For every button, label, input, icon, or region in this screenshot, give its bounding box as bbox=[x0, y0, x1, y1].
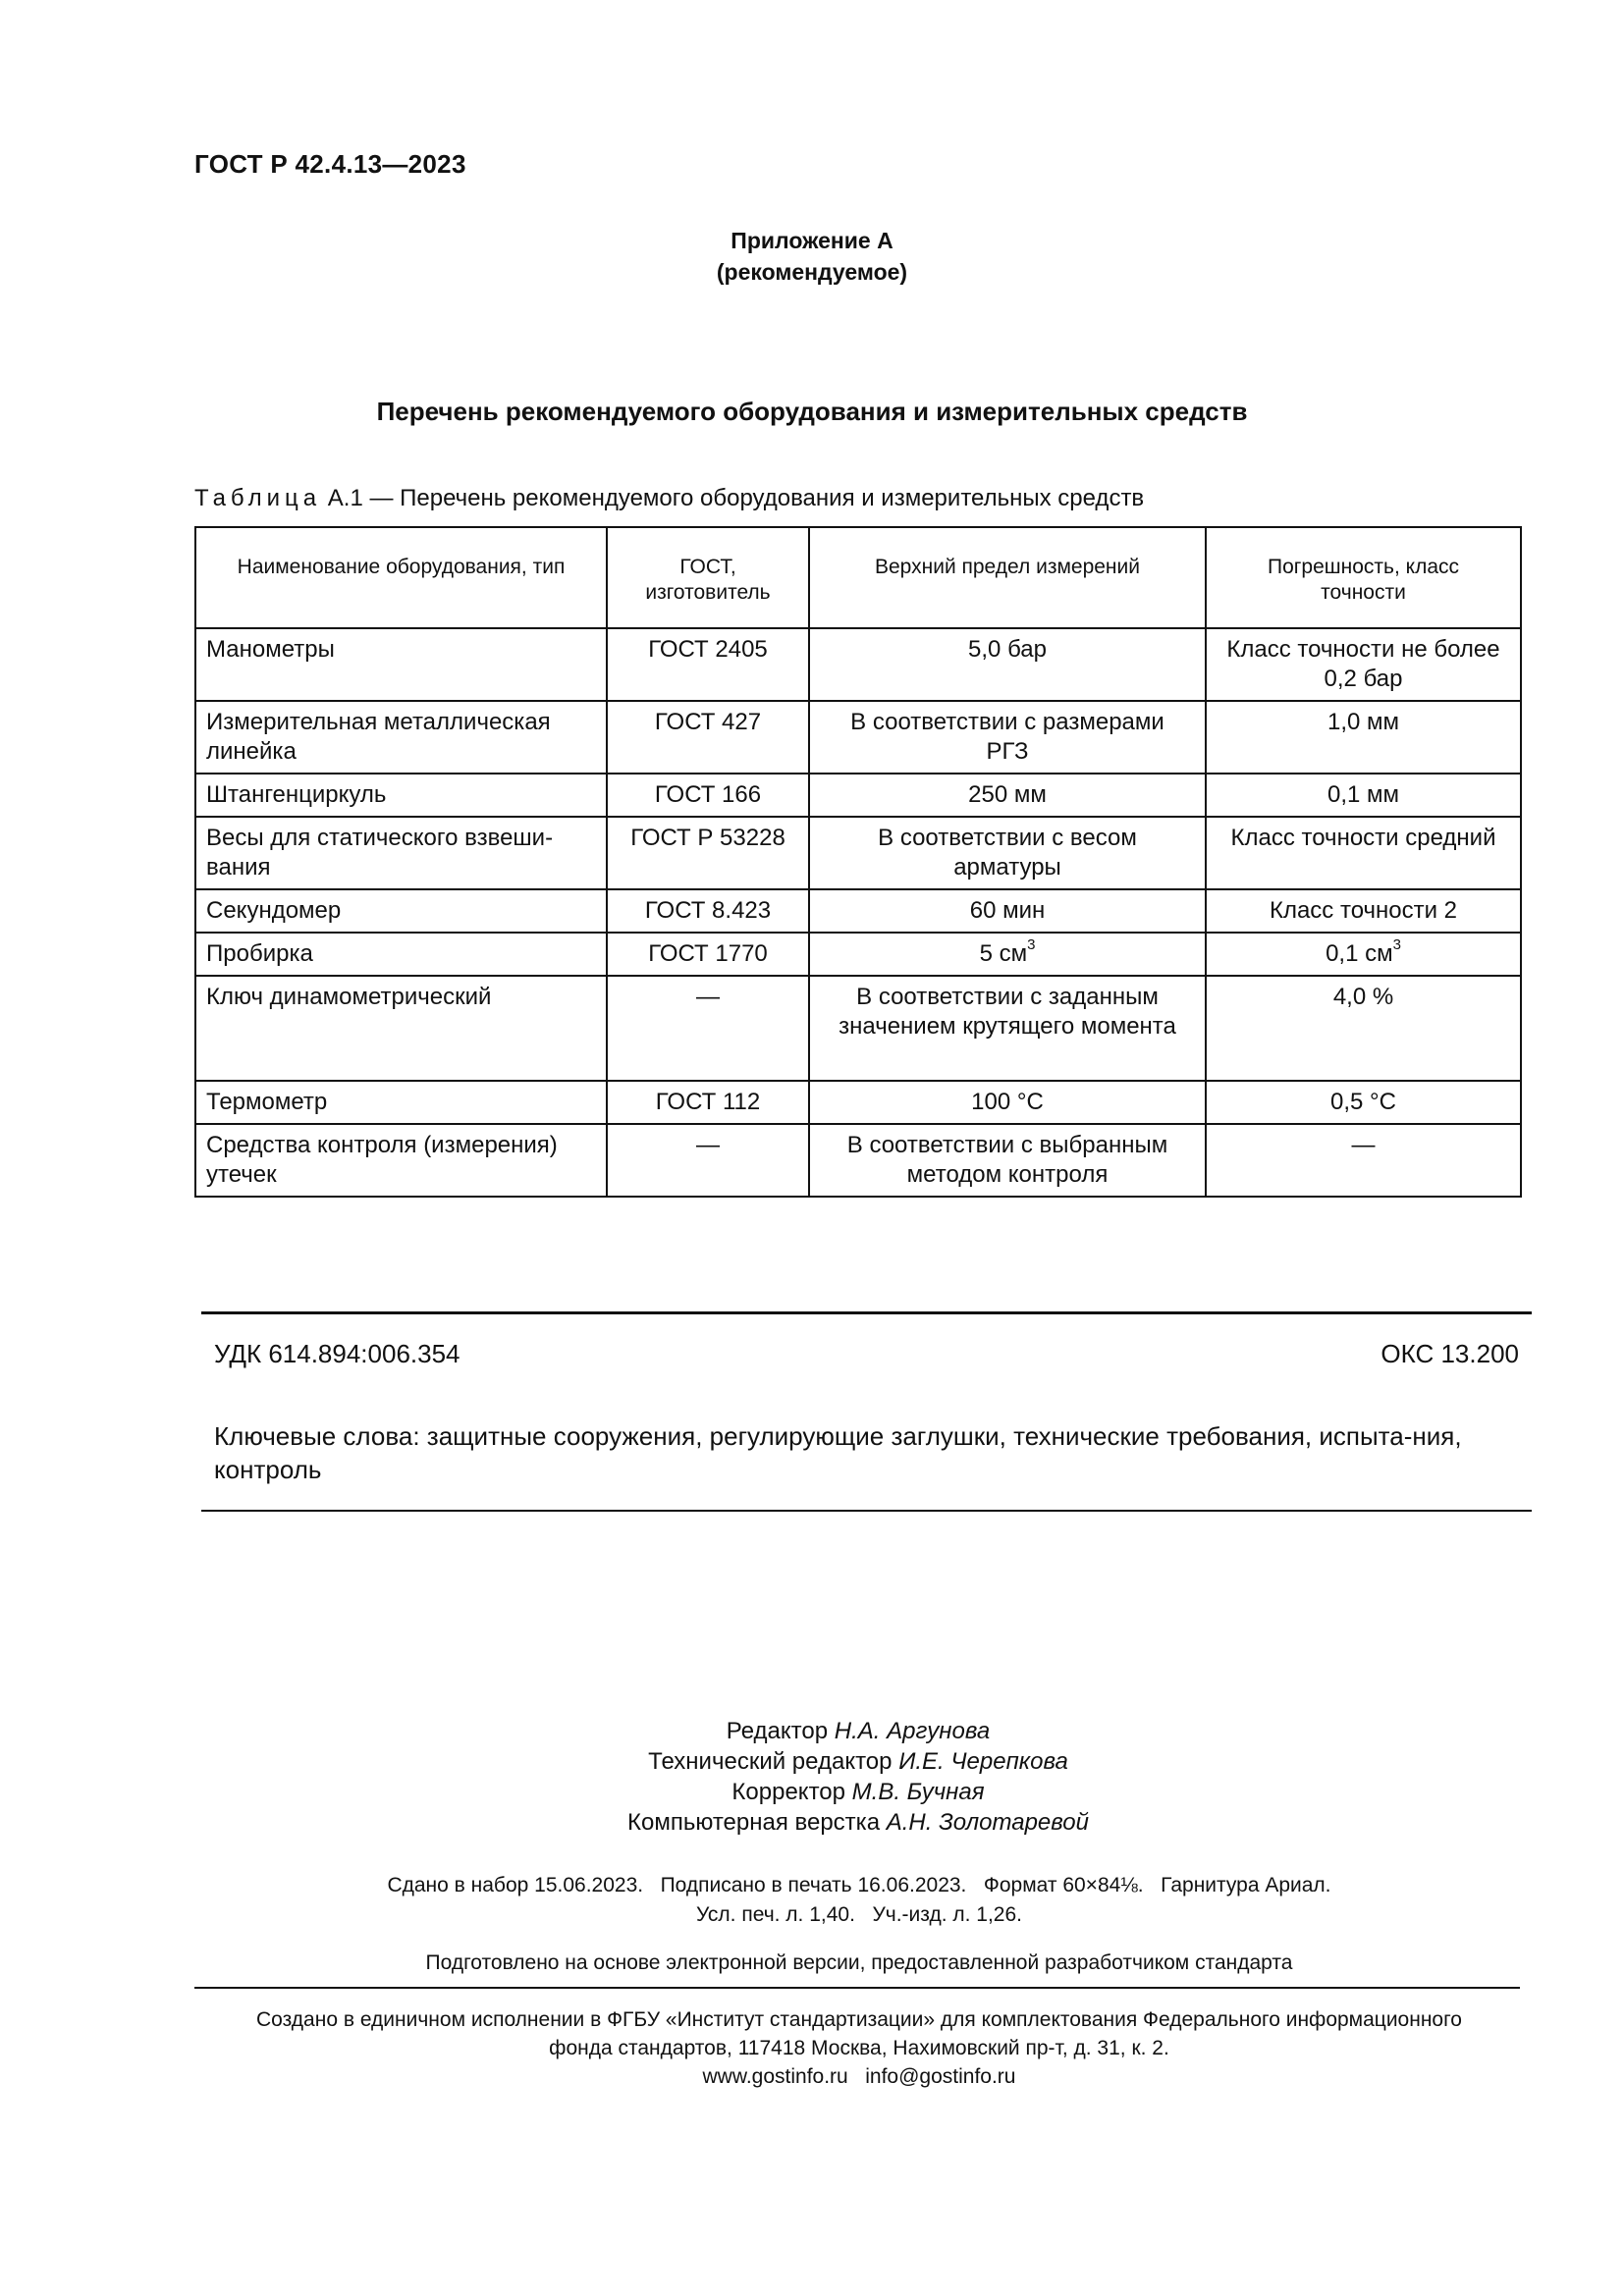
section-title: Перечень рекомендуемого оборудования и измерительных средств bbox=[376, 397, 1248, 426]
cell-limit: 60 мин bbox=[809, 889, 1206, 933]
table-row bbox=[195, 701, 1521, 774]
cell-accuracy: — bbox=[1206, 1124, 1521, 1197]
cell-limit-superscript: 3 bbox=[1027, 936, 1036, 953]
publication-line-2: Усл. печ. л. 1,40. Уч.-изд. л. 1,26. bbox=[695, 1903, 1022, 1926]
keywords: Ключевые слова: защитные сооружения, регулирующие заглушки, технические требования, испыта-ния, контроль bbox=[214, 1421, 1462, 1484]
credit-layout bbox=[0, 1807, 1624, 1838]
table-row bbox=[195, 817, 1521, 889]
credit-corrector bbox=[0, 1777, 1624, 1807]
credit-person: Н.А. Аргунова bbox=[834, 1718, 991, 1744]
created-line-1: Создано в единичном исполнении в ФГБУ «Институт стандартизации» для комплектования Федерального информационного bbox=[256, 2008, 1462, 2031]
table-row bbox=[195, 628, 1521, 701]
credit-person: М.В. Бучная bbox=[851, 1779, 985, 1805]
column-header-name: Наименование оборудования, тип bbox=[195, 527, 607, 628]
cell-name: Секундомер bbox=[195, 889, 607, 933]
table-caption bbox=[194, 485, 1144, 512]
cell-accuracy: Класс точности средний bbox=[1206, 817, 1521, 889]
table-row bbox=[195, 774, 1521, 817]
cell-name: Пробирка bbox=[195, 933, 607, 976]
table-row bbox=[195, 889, 1521, 933]
divider-bottom bbox=[201, 1510, 1532, 1512]
cell-accuracy: Класс точности не более 0,2 бар bbox=[1206, 628, 1521, 701]
oks-code: ОКС 13.200 bbox=[1380, 1339, 1519, 1368]
cell-accuracy: 0,1 мм bbox=[1206, 774, 1521, 817]
cell-limit-value: 5 см bbox=[979, 940, 1028, 967]
created-note bbox=[0, 2005, 1624, 2091]
credit-role: Компьютерная верстка bbox=[627, 1809, 881, 1836]
equipment-table bbox=[194, 526, 1522, 1198]
cell-limit: В соответствии с размерами РГЗ bbox=[809, 701, 1206, 774]
cell-name: Средства контроля (измерения) утечек bbox=[195, 1124, 607, 1197]
cell-standard: ГОСТ 2405 bbox=[607, 628, 809, 701]
cell-name: Измерительная металлическая линейка bbox=[195, 701, 607, 774]
publication-line-1: Сдано в набор 15.06.2023. Подписано в печать 16.06.2023. Формат 60×84⅛. Гарнитура Ариал. bbox=[387, 1874, 1331, 1896]
cell-accuracy: Класс точности 2 bbox=[1206, 889, 1521, 933]
credit-person: И.Е. Черепкова bbox=[898, 1748, 1068, 1775]
cell-accuracy-value: 0,1 см bbox=[1326, 940, 1393, 967]
table-row bbox=[195, 1081, 1521, 1124]
divider-top bbox=[201, 1311, 1532, 1314]
website-link[interactable]: www.gostinfo.ru bbox=[702, 2065, 848, 2088]
udk-code: УДК 614.894:006.354 bbox=[214, 1339, 460, 1368]
email-link[interactable]: info@gostinfo.ru bbox=[865, 2065, 1016, 2088]
table-row bbox=[195, 976, 1521, 1081]
cell-accuracy: 1,0 мм bbox=[1206, 701, 1521, 774]
credit-role: Редактор bbox=[726, 1718, 829, 1744]
cell-standard: — bbox=[607, 1124, 809, 1197]
divider-publisher bbox=[194, 1987, 1520, 1989]
cell-accuracy: 4,0 % bbox=[1206, 976, 1521, 1081]
cell-limit: В соответствии с весом арматуры bbox=[809, 817, 1206, 889]
cell-limit: В соответствии с заданным значением крутящего момента bbox=[809, 976, 1206, 1081]
column-header-accuracy: Погрешность, класс точности bbox=[1206, 527, 1521, 628]
credit-editor bbox=[0, 1716, 1624, 1746]
cell-standard: ГОСТ 427 bbox=[607, 701, 809, 774]
publication-info bbox=[0, 1871, 1624, 1930]
table-row bbox=[195, 933, 1521, 976]
cell-standard: ГОСТ 166 bbox=[607, 774, 809, 817]
cell-standard: ГОСТ Р 53228 bbox=[607, 817, 809, 889]
contacts bbox=[0, 2062, 1624, 2091]
prepared-note: Подготовлено на основе электронной версии, предоставленной разработчиком стандарта bbox=[425, 1951, 1293, 1974]
appendix-subtitle: (рекомендуемое) bbox=[716, 259, 908, 285]
cell-accuracy-superscript: 3 bbox=[1392, 936, 1401, 953]
cell-limit: 100 °C bbox=[809, 1081, 1206, 1124]
table-caption-label: Таблица bbox=[194, 485, 322, 511]
column-header-standard: ГОСТ, изготовитель bbox=[607, 527, 809, 628]
table-row bbox=[195, 1124, 1521, 1197]
credit-role: Корректор bbox=[731, 1779, 845, 1805]
table-caption-text: А.1 — Перечень рекомендуемого оборудования и измерительных средств bbox=[327, 485, 1145, 511]
cell-name: Термометр bbox=[195, 1081, 607, 1124]
cell-accuracy: 0,5 °C bbox=[1206, 1081, 1521, 1124]
cell-name: Ключ динамометрический bbox=[195, 976, 607, 1081]
credit-role: Технический редактор bbox=[648, 1748, 893, 1775]
column-header-limit: Верхний предел измерений bbox=[809, 527, 1206, 628]
table-header-row bbox=[195, 527, 1521, 628]
cell-standard: ГОСТ 8.423 bbox=[607, 889, 809, 933]
credit-person: А.Н. Золотаревой bbox=[886, 1809, 1089, 1836]
credit-tech-editor bbox=[0, 1746, 1624, 1777]
cell-standard: ГОСТ 112 bbox=[607, 1081, 809, 1124]
cell-limit bbox=[809, 933, 1206, 976]
cell-name: Манометры bbox=[195, 628, 607, 701]
appendix-title: Приложение А bbox=[731, 228, 893, 253]
cell-name: Весы для статического взвеши-вания bbox=[195, 817, 607, 889]
cell-standard: — bbox=[607, 976, 809, 1081]
document-header: ГОСТ Р 42.4.13—2023 bbox=[194, 149, 466, 179]
cell-name: Штангенциркуль bbox=[195, 774, 607, 817]
cell-limit: 250 мм bbox=[809, 774, 1206, 817]
created-line-2: фонда стандартов, 117418 Москва, Нахимовский пр-т, д. 31, к. 2. bbox=[549, 2037, 1169, 2059]
credits-block bbox=[0, 1716, 1624, 1838]
cell-limit: В соответствии с выбранным методом контроля bbox=[809, 1124, 1206, 1197]
cell-accuracy bbox=[1206, 933, 1521, 976]
cell-limit: 5,0 бар bbox=[809, 628, 1206, 701]
cell-standard: ГОСТ 1770 bbox=[607, 933, 809, 976]
